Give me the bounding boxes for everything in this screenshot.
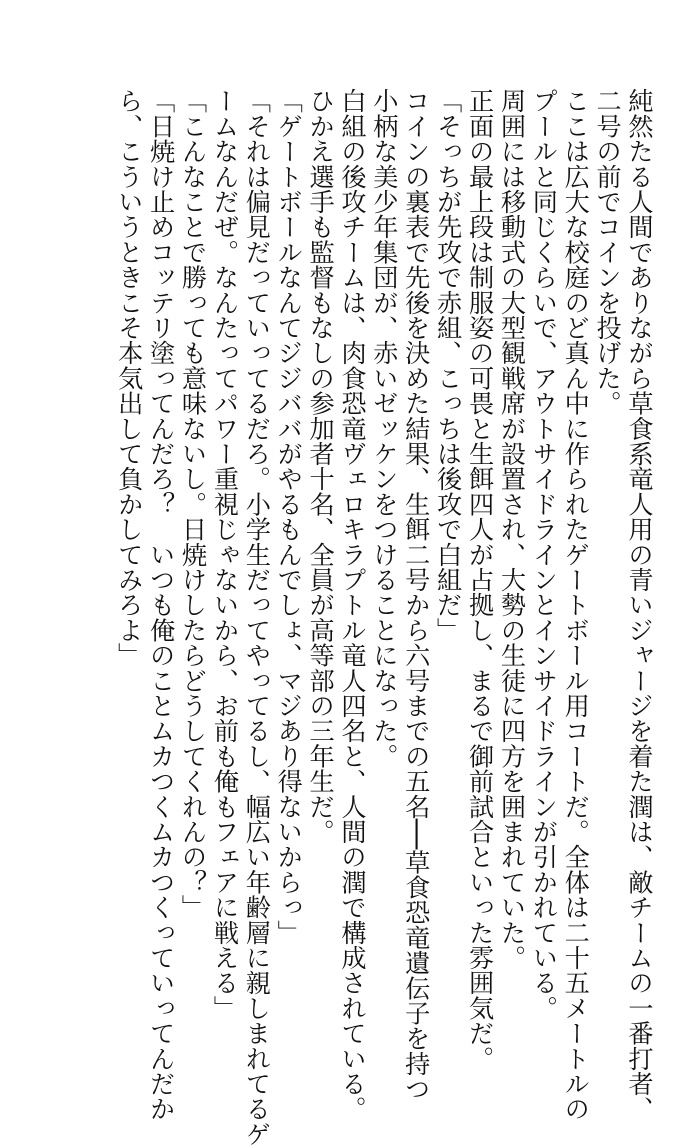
text-line: 小柄な美少年集団が、赤いゼッケンをつけることになった。 xyxy=(369,88,399,769)
text-line: 周囲には移動式の大型観戦席が設置され、大勢の生徒に四方を囲まれていた。 xyxy=(497,88,527,970)
text-line: ひかえ選手も監督もなしの参加者十名、全員が高等部の三年生だ。 xyxy=(306,88,336,844)
text-line: 白組の後攻チームは、肉食恐竜ヴェロキラプトル竜人四名と、人間の潤で構成されている。 xyxy=(337,88,367,1122)
text-line: 「日焼け止めコッテリ塗ってんだろ？ いつも俺のことムカつくムカつくっていってんだか xyxy=(146,88,176,1122)
text-line: 「こんなことで勝っても意味ないし。日焼けしたらどうしてくれんの？」 xyxy=(178,88,208,920)
text-line: 「ゲートボールなんてジジババがやるもんでしょ、マジあり得ないからっ」 xyxy=(274,88,304,945)
text-line: 正面の最上段は制服姿の可畏と生餌四人が占拠し、まるで御前試合といった雰囲気だ。 xyxy=(465,88,495,1071)
text-line: 「それは偏見だっていってるだろ。小学生だってやってるし、幅広い年齢層に親しまれてるゲ xyxy=(242,88,272,1146)
text-line: ここは広大な校庭のど真ん中に作られたゲートボール用コートだ。全体は二十五メートルの xyxy=(561,88,591,1122)
vertical-text-body xyxy=(110,88,654,1146)
text-line: コインの裏表で先後を決めた結果、生餌二号から六号までの五名──草食恐竜遺伝子を持つ xyxy=(401,88,431,1102)
text-line: 純然たる人間でありながら草食系竜人用の青いジャージを着た潤は、敵チームの一番打者、 xyxy=(625,88,654,1122)
text-line: 「そっちが先攻で赤組、こっちは後攻で白組だ」 xyxy=(433,88,463,643)
text-line: 二号の前でコインを投げた。 xyxy=(593,88,623,416)
text-line: ームなんだぜ。なんたってパワー重視じゃないから、お前も俺もフェアに戦える」 xyxy=(210,88,240,1021)
text-line: ら、こういうときこそ本気出して負かしてみろよ」 xyxy=(114,88,144,668)
text-line: プールと同じくらいで、アウトサイドラインとインサイドラインが引かれている。 xyxy=(529,88,559,1021)
